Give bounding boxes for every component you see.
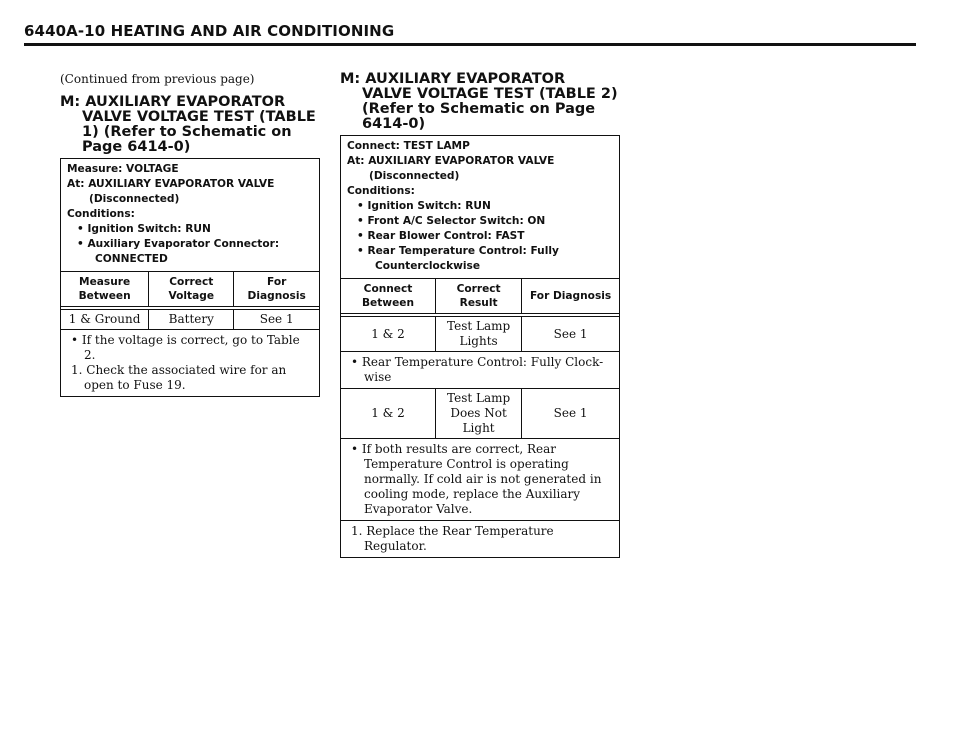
- spec-condition: • Ignition Switch: RUN: [77, 223, 211, 235]
- col-header: For Diagnosis: [522, 279, 619, 316]
- table2-notes: [341, 439, 619, 557]
- note-numbered: 1. Check the associated wire for an open to Fuse 19.: [71, 363, 287, 392]
- table2-title: M: AUXILIARY EVAPORATOR VALVE VOLTAGE TEST (TABLE 2) (Refer to Schematic on Page 6414-0): [340, 71, 618, 132]
- note-bullet: • If both results are correct, Rear Temperature Control is operating normally. If cold air is not generated in cooling mode, replace the Auxiliary Evaporator Valve.: [351, 442, 602, 516]
- table-cell: 1 & 2: [341, 389, 436, 439]
- spec-conditions-label: Conditions:: [67, 208, 135, 220]
- page-header-title: 6440A-10 HEATING AND AIR CONDITIONING: [24, 22, 395, 40]
- table-cell: 1 & Ground: [61, 308, 149, 330]
- spec-at: At: AUXILIARY EVAPORATOR VALVE: [347, 155, 555, 167]
- table1-notes: [61, 330, 319, 396]
- table-header-row: [61, 272, 319, 309]
- spec-at-note: (Disconnected): [89, 193, 180, 205]
- right-column: [340, 72, 620, 558]
- header-rule: [24, 43, 916, 46]
- table1-spec: [61, 159, 319, 271]
- table1-title: M: AUXILIARY EVAPORATOR VALVE VOLTAGE TEST (TABLE 1) (Refer to Schematic on Page 6414-0): [60, 94, 316, 155]
- table-row: [341, 315, 619, 352]
- col-header: Correct Result: [436, 279, 522, 316]
- table1-box: [60, 158, 320, 397]
- table-cell: See 1: [234, 308, 319, 330]
- spec-at-note: (Disconnected): [369, 170, 460, 182]
- table1-grid: [61, 271, 319, 330]
- note-bullet: • If the voltage is correct, go to Table 2.: [71, 333, 300, 362]
- table2-mid-note: [341, 352, 619, 389]
- spec-connect: Connect: TEST LAMP: [347, 140, 470, 152]
- table2-box: [340, 135, 620, 558]
- left-column: [60, 72, 320, 397]
- table2-spec: [341, 136, 619, 278]
- table2-grid-lower: [341, 389, 619, 439]
- col-header: For Diagnosis: [234, 272, 319, 309]
- table-row: [61, 308, 319, 330]
- table2-grid: [341, 278, 619, 352]
- note-numbered: 1. Replace the Rear Temperature Regulator.: [341, 520, 619, 554]
- spec-conditions-label: Conditions:: [347, 185, 415, 197]
- spec-measure: Measure: VOLTAGE: [67, 163, 179, 175]
- spec-condition: • Rear Blower Control: FAST: [357, 230, 525, 242]
- spec-at: At: AUXILIARY EVAPORATOR VALVE: [67, 178, 275, 190]
- table-header-row: [341, 279, 619, 316]
- table-cell: Test Lamp Lights: [436, 315, 522, 352]
- spec-condition: • Auxiliary Evaporator Connector:: [77, 238, 280, 250]
- spec-condition: • Front A/C Selector Switch: ON: [357, 215, 546, 227]
- table-cell: Test Lamp Does Not Light: [436, 389, 522, 439]
- table-cell: 1 & 2: [341, 315, 436, 352]
- table-cell: See 1: [522, 315, 619, 352]
- table-row: [341, 389, 619, 439]
- col-header: Measure Between: [61, 272, 149, 309]
- spec-condition: • Rear Temperature Control: Fully: [357, 245, 559, 257]
- col-header: Correct Voltage: [149, 272, 234, 309]
- table-cell: See 1: [522, 389, 619, 439]
- spec-condition-cont: Counterclockwise: [375, 260, 481, 272]
- table-cell: Battery: [149, 308, 234, 330]
- spec-condition-cont: CONNECTED: [95, 253, 168, 265]
- col-header: Connect Between: [341, 279, 436, 316]
- continued-note: (Continued from previous page): [60, 72, 255, 86]
- spec-condition: • Ignition Switch: RUN: [357, 200, 491, 212]
- note-bullet: • Rear Temperature Control: Fully Clock-wise: [351, 355, 604, 384]
